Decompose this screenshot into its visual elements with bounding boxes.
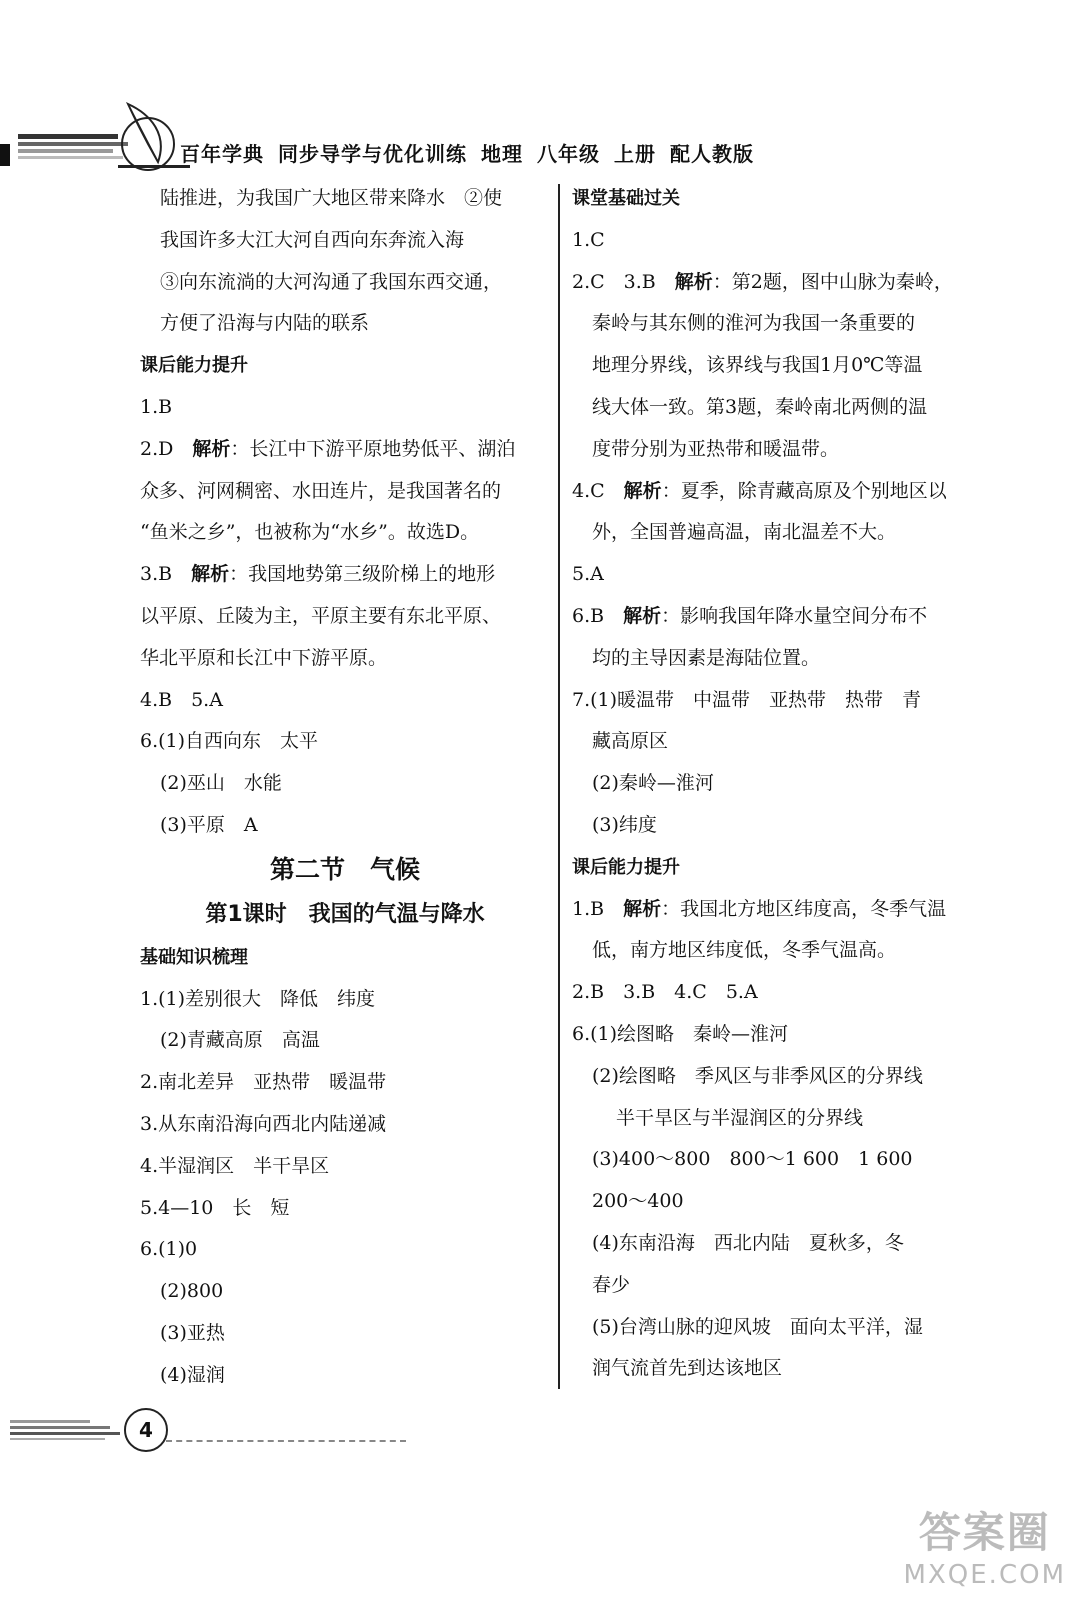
answer-line: 1.B bbox=[140, 395, 173, 418]
analysis-text: ：长江中下游平原地势低平、湖泊 bbox=[230, 437, 516, 460]
text-line: 半干旱区与半湿润区的分界线 bbox=[616, 1106, 864, 1129]
answer-line: 1.(1)差别很大 降低 纬度 bbox=[140, 987, 376, 1010]
analysis-tag: 解析 bbox=[623, 604, 662, 627]
text-line: 外，全国普遍高温，南北温差不大。 bbox=[592, 521, 897, 544]
analysis-tag: 解析 bbox=[623, 479, 662, 502]
section-heading: 课后能力提升 bbox=[572, 856, 680, 878]
analysis-tag: 解析 bbox=[623, 897, 662, 920]
section-title: 第二节 气候 bbox=[269, 854, 420, 884]
answer-line: 2.B 3.B 4.C 5.A bbox=[572, 981, 758, 1004]
answer-line: 5.A bbox=[572, 563, 604, 586]
answer-line: (2)青藏高原 高温 bbox=[160, 1029, 320, 1052]
answer-line: (2)绘图略 季风区与非季风区的分界线 bbox=[592, 1064, 923, 1087]
answer-line: 2.南北差异 亚热带 暖温带 bbox=[140, 1071, 387, 1094]
text-line: 众多、河网稠密、水田连片，是我国著名的 bbox=[140, 479, 502, 502]
text-line: 低，南方地区纬度低，冬季气温高。 bbox=[592, 939, 897, 962]
text-line: ③向东流淌的大河沟通了我国东西交通， bbox=[160, 270, 503, 293]
analysis-text: ：第2题，图中山脉为秦岭， bbox=[712, 270, 953, 293]
answer-line: (3)平原 A bbox=[160, 813, 258, 836]
text-line: 以平原、丘陵为主，平原主要有东北平原、 bbox=[140, 604, 502, 627]
text-line: “鱼米之乡”，也被称为“水乡”。故选D。 bbox=[140, 521, 480, 544]
footer-decoration-icon bbox=[10, 1418, 130, 1446]
text-line: 我国许多大江大河自西向东奔流入海 bbox=[160, 228, 465, 251]
text-line: 线大体一致。第3题，秦岭南北两侧的温 bbox=[592, 395, 928, 418]
text-line: 陆推进，为我国广大地区带来降水 ②使 bbox=[160, 187, 503, 209]
header-series: 同步导学与优化训练 bbox=[278, 142, 467, 166]
answer-line: (3)纬度 bbox=[592, 813, 657, 836]
header-title bbox=[180, 138, 768, 167]
answer-line: 7.(1)暖温带 中温带 亚热带 热带 青 bbox=[572, 688, 922, 711]
analysis-text: ：影响我国年降水量空间分布不 bbox=[661, 604, 928, 627]
answer-line bbox=[140, 429, 550, 471]
answer-number: 2.D bbox=[140, 437, 193, 460]
analysis-tag: 解析 bbox=[674, 270, 713, 293]
header-brand: 百年学典 bbox=[180, 142, 264, 166]
text-line: 秦岭与其东侧的淮河为我国一条重要的 bbox=[592, 312, 916, 335]
header-grade: 八年级 bbox=[537, 142, 600, 166]
answer-line: 5.4—10 长 短 bbox=[140, 1196, 290, 1219]
answer-line: (2)800 bbox=[160, 1280, 224, 1303]
right-column bbox=[572, 178, 992, 1390]
analysis-text: ：我国地势第三级阶梯上的地形 bbox=[229, 563, 496, 586]
text-line: 方便了沿海与内陆的联系 bbox=[160, 312, 370, 335]
answer-line: (3)亚热 bbox=[160, 1321, 225, 1344]
watermark bbox=[904, 1500, 1066, 1590]
analysis-tag: 解析 bbox=[191, 563, 230, 586]
answer-line: 4.半湿润区 半干旱区 bbox=[140, 1154, 330, 1177]
analysis-tag: 解析 bbox=[192, 437, 231, 460]
text-line: 春少 bbox=[592, 1273, 631, 1296]
text-line: 地理分界线，该界线与我国1月0℃等温 bbox=[592, 354, 923, 377]
text-line: 润气流首先到达该地区 bbox=[592, 1357, 783, 1380]
footer-divider bbox=[166, 1440, 406, 1442]
analysis-text: ：夏季，除青藏高原及个别地区以 bbox=[661, 479, 947, 502]
answer-number: 4.C bbox=[572, 479, 624, 502]
answer-line bbox=[572, 262, 992, 304]
answer-line: (3)400～800 800～1 600 1 600 bbox=[592, 1148, 913, 1171]
answer-line: (4)东南沿海 西北内陆 夏秋多，冬 bbox=[592, 1231, 904, 1254]
text-line: 均的主导因素是海陆位置。 bbox=[592, 646, 821, 669]
watermark-logo: 答案圈 bbox=[918, 1508, 1051, 1557]
section-heading: 课堂基础过关 bbox=[572, 188, 680, 209]
answer-line: (2)秦岭—淮河 bbox=[592, 772, 714, 795]
text-line: 华北平原和长江中下游平原。 bbox=[140, 646, 388, 669]
text-line: 度带分别为亚热带和暖温带。 bbox=[592, 437, 840, 460]
answer-line bbox=[572, 596, 992, 638]
header-edition: 配人教版 bbox=[670, 142, 754, 166]
answer-line: 6.(1)绘图略 秦岭—淮河 bbox=[572, 1022, 789, 1045]
answer-number: 1.B bbox=[572, 897, 624, 920]
text-line: 200～400 bbox=[592, 1190, 684, 1213]
answer-line: 6.(1)0 bbox=[140, 1238, 198, 1261]
header-subject: 地理 bbox=[481, 142, 523, 166]
answer-line: 4.B 5.A bbox=[140, 688, 223, 711]
page-header bbox=[0, 100, 1086, 180]
header-volume: 上册 bbox=[614, 142, 656, 166]
answer-line bbox=[572, 889, 992, 931]
answer-line: 1.C bbox=[572, 228, 605, 251]
column-divider bbox=[558, 184, 560, 1389]
quill-logo-icon bbox=[0, 100, 190, 180]
answer-line: 6.(1)自西向东 太平 bbox=[140, 730, 319, 753]
answer-line bbox=[140, 554, 550, 596]
answer-line: 3.从东南沿海向西北内陆递减 bbox=[140, 1112, 387, 1135]
answer-number: 3.B bbox=[140, 563, 192, 586]
answer-line: (2)巫山 水能 bbox=[160, 772, 282, 795]
lesson-title: 第1课时 我国的气温与降水 bbox=[205, 901, 485, 927]
watermark-url: MXQE.COM bbox=[903, 1560, 1066, 1590]
answer-number: 2.C 3.B bbox=[572, 270, 675, 293]
section-heading: 基础知识梳理 bbox=[140, 946, 248, 968]
answer-line: (4)湿润 bbox=[160, 1363, 225, 1386]
left-column bbox=[140, 178, 550, 1397]
page-number: 4 bbox=[124, 1408, 168, 1452]
answer-line bbox=[572, 471, 992, 513]
analysis-text: ：我国北方地区纬度高，冬季气温 bbox=[661, 897, 947, 920]
answer-number: 6.B bbox=[572, 604, 624, 627]
section-heading: 课后能力提升 bbox=[140, 355, 248, 377]
text-line: 藏高原区 bbox=[592, 730, 669, 753]
answer-line: (5)台湾山脉的迎风坡 面向太平洋，湿 bbox=[592, 1315, 923, 1338]
